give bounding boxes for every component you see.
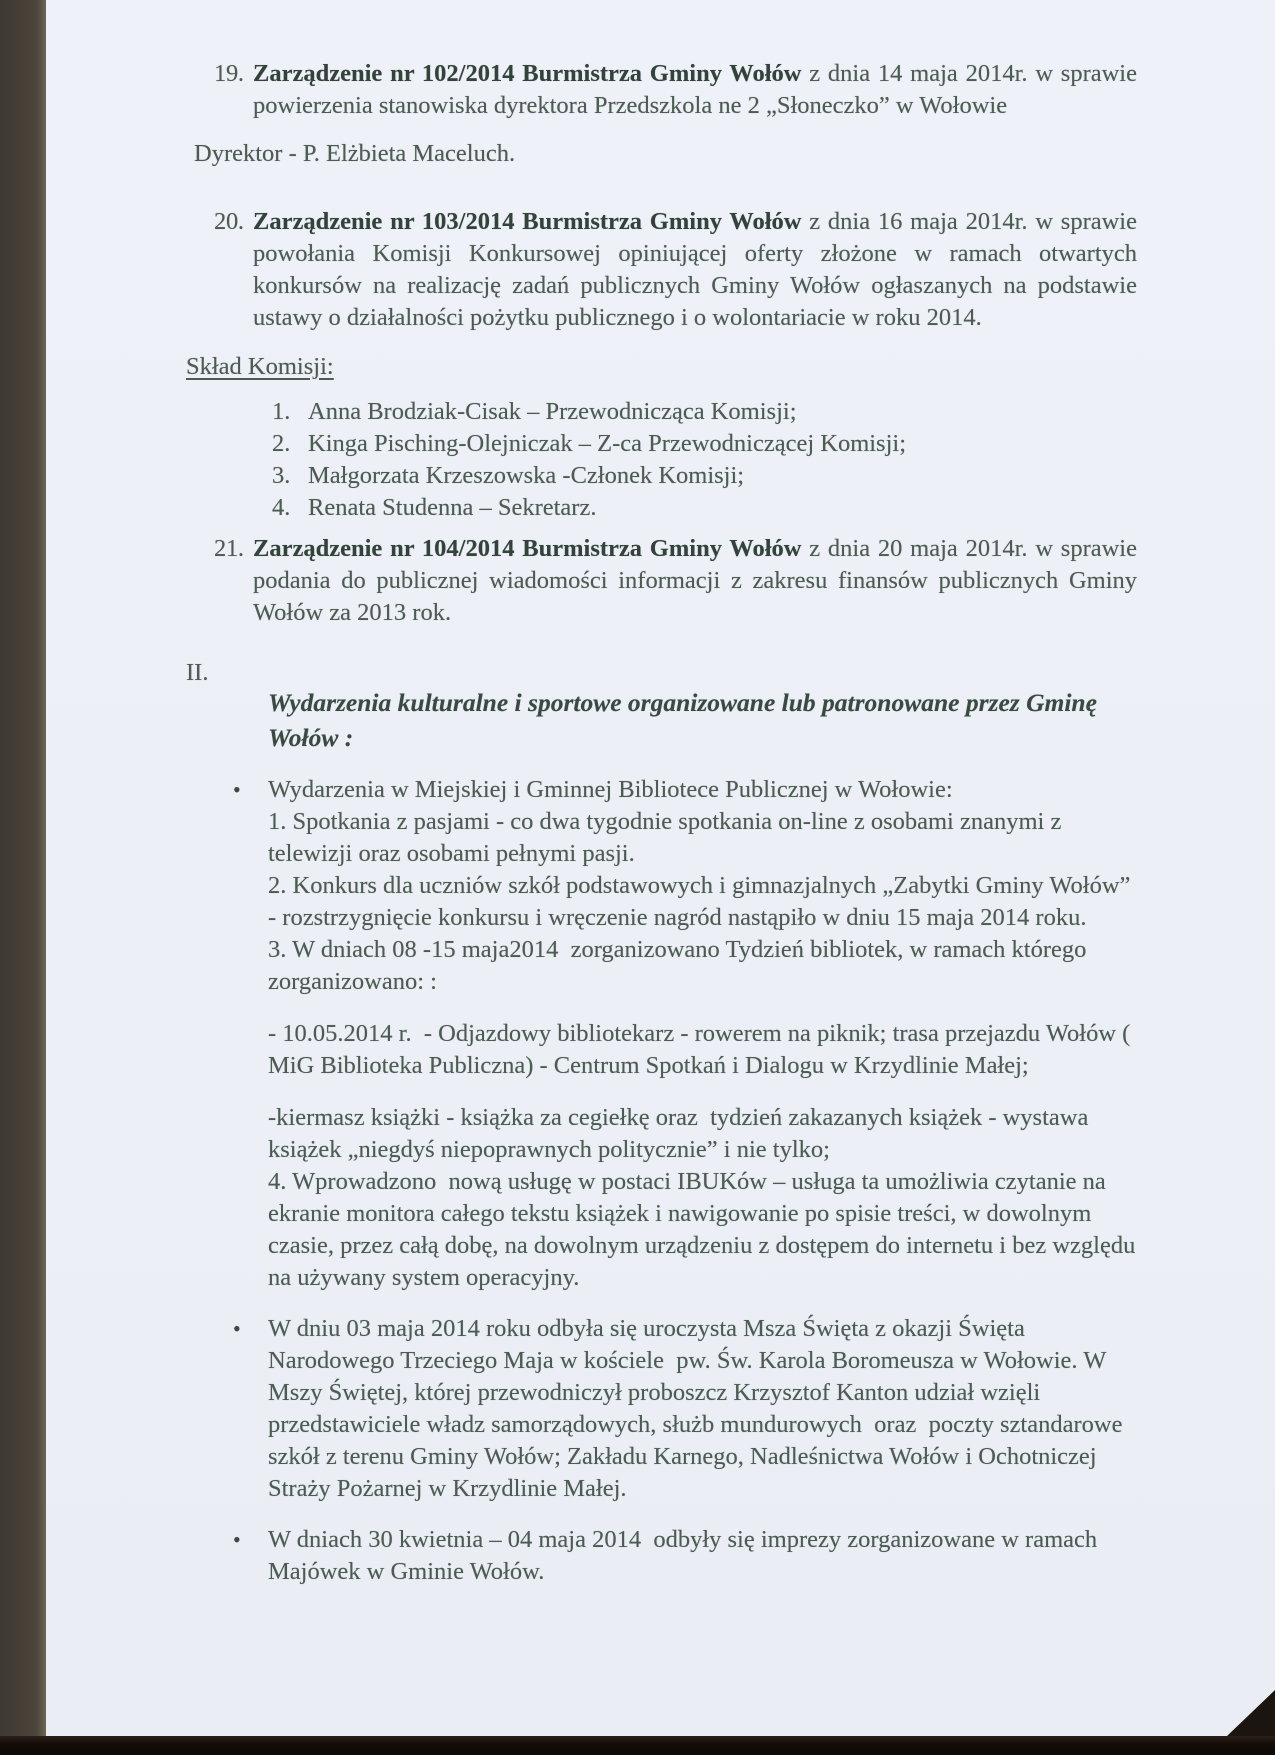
paragraph: W dniach 30 kwietnia – 04 maja 2014 odbyły się imprezy zorganizowane w ramach Majówek w Gminie Wołów. bbox=[268, 1526, 1110, 1585]
member-text: Małgorzata Krzeszowska -Członek Komisji; bbox=[308, 462, 745, 489]
ordinance-number: 21. bbox=[214, 535, 244, 562]
bullet-item-majowka bbox=[233, 1524, 1275, 1588]
ordinance-text bbox=[253, 533, 1137, 629]
ordinance-item-21 bbox=[214, 533, 1275, 629]
ordinance-item-19 bbox=[214, 58, 1275, 122]
ordinance-number: 20. bbox=[214, 208, 244, 235]
bullet-item-holy-mass bbox=[233, 1313, 1275, 1505]
paragraph: - 10.05.2014 r. - Odjazdowy bibliotekarz - rowerem na piknik; trasa przejazdu Wołów ( MiG Biblioteka Publiczna) - Centrum Spotkań i Dialogu w Krzydlinie Małej; bbox=[268, 1020, 1137, 1079]
ordinance-text bbox=[253, 206, 1137, 334]
ordinance-text bbox=[253, 58, 1137, 122]
committee-member-list bbox=[272, 396, 1275, 524]
committee-member bbox=[272, 396, 1275, 428]
bullet-icon: • bbox=[233, 1316, 241, 1341]
member-text: Anna Brodziak-Cisak – Przewodnicząca Komisji; bbox=[308, 398, 797, 425]
ordinance-title-rest: z dnia 16 maja 2014r. w sprawie powołania Komisji Konkursowej opiniującej oferty złożone w ramach otwartych konkursów na realizację zadań publicznych Gminy Wołów ogłaszanych na podstawie ustawy o działalności pożytku publicznego i o wolontariacie w roku 2014. bbox=[253, 208, 1137, 331]
member-number: 2. bbox=[272, 430, 291, 457]
paragraph: 2. Konkurs dla uczniów szkół podstawowych i gimnazjalnych „Zabytki Gminy Wołów” - rozstrzygnięcie konkursu i wręczenie nagród nastąpiło w dniu 15 maja 2014 roku. bbox=[268, 872, 1137, 931]
ordinance-title-rest: z dnia 14 maja 2014r. w sprawie powierzenia stanowiska dyrektora Przedszkola ne 2 „Słoneczko” w Wołowie bbox=[253, 60, 1137, 119]
bullet-text bbox=[268, 1313, 1140, 1505]
committee-member bbox=[272, 460, 1275, 492]
ordinance-title-rest: z dnia 20 maja 2014r. w sprawie podania do publicznej wiadomości informacji z zakresu finansów publicznych Gminy Wołów za 2013 rok. bbox=[253, 535, 1137, 626]
bullet-text bbox=[268, 1524, 1140, 1588]
paragraph: W dniu 03 maja 2014 roku odbyła się uroczysta Msza Święta z okazji Święta Narodowego Trzeciego Maja w kościele pw. Św. Karola Boromeusza w Wołowie. W Mszy Świętej, której przewodniczył proboszcz Krzysztof Kanton udział wzięli przedstawiciele władz samorządowych, służb mundurowych oraz poczty sztandarowe szkół z terenu Gminy Wołów; Zakładu Karnego, Nadleśnictwa Wołów i Ochotniczej Straży Pożarnej w Krzydlinie Małej. bbox=[268, 1315, 1129, 1502]
paragraph: 3. W dniach 08 -15 maja2014 zorganizowano Tydzień bibliotek, w ramach którego zorganizowano: : bbox=[268, 936, 1093, 995]
ordinance-title-bold: Zarządzenie nr 104/2014 Burmistrza Gminy Wołów bbox=[253, 535, 802, 562]
paragraph: Wydarzenia w Miejskiej i Gminnej Bibliotece Publicznej w Wołowie: bbox=[268, 776, 953, 803]
ordinance-item-20 bbox=[214, 206, 1275, 334]
member-text: Renata Studenna – Sekretarz. bbox=[308, 494, 597, 521]
member-number: 3. bbox=[272, 462, 291, 489]
director-note: Dyrektor - P. Elżbieta Maceluch. bbox=[194, 140, 516, 167]
ordinance-title-bold: Zarządzenie nr 102/2014 Burmistrza Gminy Wołów bbox=[253, 60, 802, 87]
ordinance-title-bold: Zarządzenie nr 103/2014 Burmistrza Gminy Wołów bbox=[253, 208, 802, 235]
committee-member bbox=[272, 492, 1275, 524]
committee-heading: Skład Komisji: bbox=[186, 353, 334, 380]
member-text: Kinga Pisching-Olejniczak – Z-ca Przewodniczącej Komisji; bbox=[308, 430, 907, 457]
document-page bbox=[46, 0, 1275, 1736]
paragraph: -kiermasz książki - książka za cegiełkę oraz tydzień zakazanych książek - wystawa książek „niegdyś niepoprawnych politycznie” i nie tylko; bbox=[268, 1104, 1095, 1163]
paragraph: 1. Spotkania z pasjami - co dwa tygodnie spotkania on-line z osobami znanymi z telewizji oraz osobami pełnymi pasji. bbox=[268, 808, 1068, 867]
section-title: Wydarzenia kulturalne i sportowe organizowane lub patronowane przez Gminę Wołów : bbox=[268, 688, 1097, 752]
section-number: II. bbox=[186, 659, 209, 686]
bullet-icon: • bbox=[233, 1527, 241, 1552]
paragraph: 4. Wprowadzono nową usługę w postaci IBUKów – usługa ta umożliwia czytanie na ekranie monitora całego tekstu książek i nawigowanie po spisie treści, w dowolnym czasie, przez całą dobę, na dowolnym urządzeniu z dostępem do internetu i bez względu na używany system operacyjny. bbox=[268, 1168, 1142, 1291]
scan-left-edge-shadow bbox=[0, 0, 46, 1755]
member-number: 1. bbox=[272, 398, 291, 425]
committee-member bbox=[272, 428, 1275, 460]
ordinance-number: 19. bbox=[214, 60, 244, 87]
bullet-text bbox=[268, 774, 1140, 1294]
bullet-item-library-events bbox=[233, 774, 1275, 1294]
member-number: 4. bbox=[272, 494, 291, 521]
bullet-icon: • bbox=[233, 777, 241, 802]
scan-bottom-edge-shadow bbox=[0, 1736, 1275, 1755]
